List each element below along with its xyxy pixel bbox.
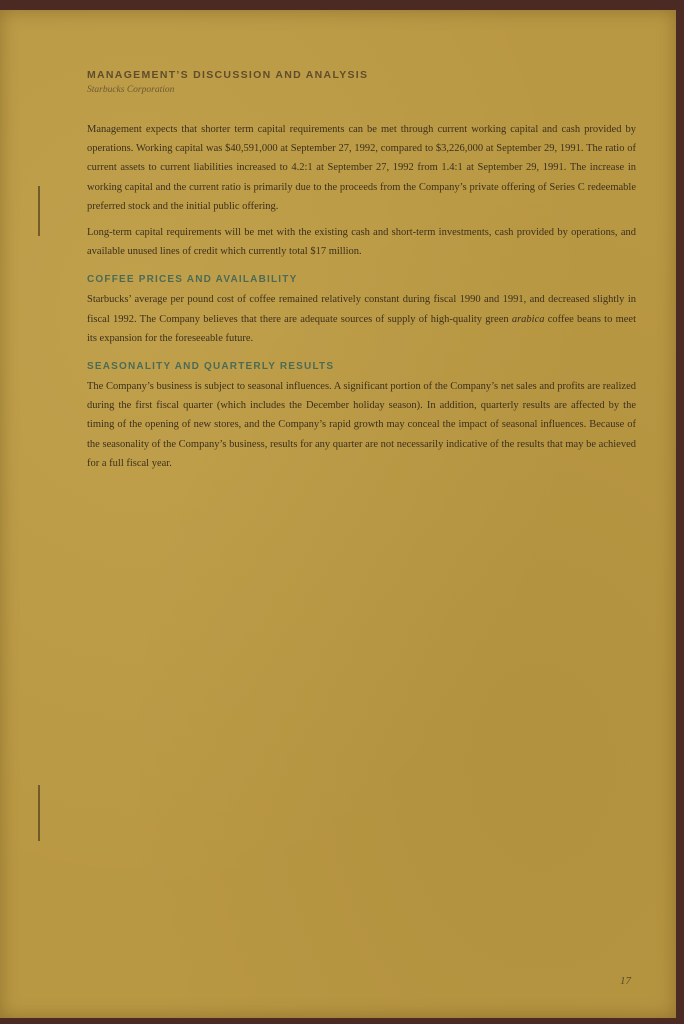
document-page (0, 10, 676, 1018)
working-capital-paragraph: Management expects that shorter term capital requirements can be met through current working capital and cash provided by operations. Working capital was $40,591,000 at September 27, 1992, compared to $3,226,000 at September 29, 1991. The ratio of current assets to current liabilities increased to 4.2:1 at September 27, 1992 from 1.4:1 at September 29, 1991. The increase in working capital and the current ratio is primarily due to the proceeds from the Company’s private offering of Series C redeemable preferred stock and the initial public offering. (87, 124, 636, 212)
coffee-text-italic: arabica (511, 313, 545, 325)
binding-mark-top (38, 186, 40, 236)
coffee-text-start: Starbucks’ average per pound cost of coffee remained relatively constant during fiscal 1990 and 1991, and decreased slightly in fiscal 1992. The Company believes that there are adequate sources of supply of high-quality green (87, 294, 636, 325)
coffee-prices-paragraph (87, 290, 636, 348)
coffee-text-end: coffee beans to meet its expansion for the foreseeable future. (87, 313, 636, 344)
page-title: MANAGEMENT’S DISCUSSION AND ANALYSIS (87, 69, 369, 81)
seasonality-paragraph: The Company’s business is subject to seasonal influences. A significant portion of the Company’s net sales and profits are realized during the first fiscal quarter (which includes the December holiday season). In addition, quarterly results are affected by the timing of the opening of new stores, and the Company’s rapid growth may conceal the impact of seasonal influences. Because of the seasonality of the Company’s business, results for any quarter are not necessarily indicative of the results that may be achieved for a full fiscal year. (87, 381, 636, 469)
seasonality-heading: SEASONALITY AND QUARTERLY RESULTS (87, 361, 335, 373)
company-subtitle: Starbucks Corporation (87, 85, 175, 95)
coffee-prices-heading: COFFEE PRICES AND AVAILABILITY (87, 274, 298, 286)
binding-mark-bottom (38, 785, 40, 841)
long-term-capital-paragraph: Long-term capital requirements will be met with the existing cash and short-term investments, cash provided by operations, and available unused lines of credit which currently total $17 million. (87, 227, 636, 258)
page-number: 17 (620, 975, 631, 987)
page-content (87, 68, 636, 473)
